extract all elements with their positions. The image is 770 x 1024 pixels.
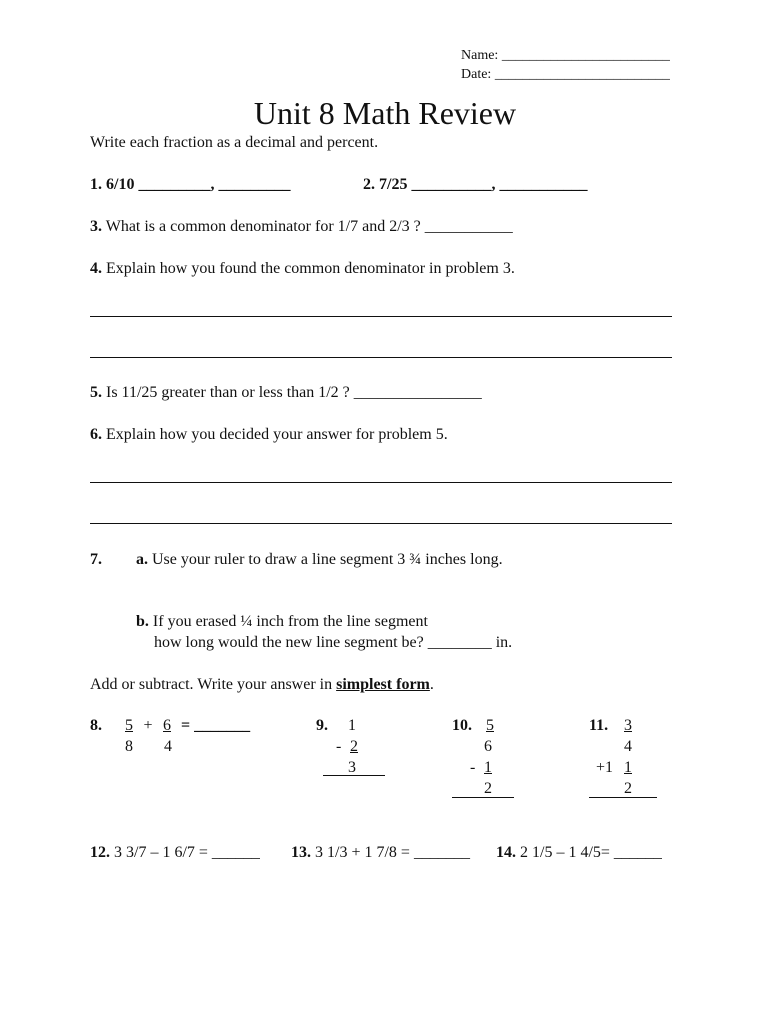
question-3 bbox=[90, 217, 513, 237]
question-3-text: What is a common denominator for 1/7 and 2/3 ? ___________ bbox=[102, 218, 513, 235]
question-10-operator: - bbox=[470, 759, 476, 776]
question-7b-line1 bbox=[136, 612, 428, 632]
question-14 bbox=[496, 843, 662, 863]
question-4 bbox=[90, 259, 515, 279]
question-3-number: 3. bbox=[90, 218, 102, 235]
question-6 bbox=[90, 425, 448, 445]
question-7a-label: a. bbox=[136, 551, 148, 568]
question-11-numerator-2: 1 bbox=[624, 759, 632, 776]
question-1-text: 6/10 _________, _________ bbox=[106, 176, 291, 193]
question-9-number: 9. bbox=[316, 717, 328, 734]
question-5-number: 5. bbox=[90, 384, 102, 401]
question-10-numerator-2: 1 bbox=[484, 759, 492, 776]
question-2-text: 7/25 __________, ___________ bbox=[379, 176, 588, 193]
question-9-value-2: 2 bbox=[350, 738, 358, 755]
question-8-number: 8. bbox=[90, 717, 102, 734]
question-9-value-3: 3 bbox=[348, 759, 356, 776]
question-9-operator: - bbox=[336, 738, 342, 755]
question-12-text: 3 3/7 – 1 6/7 = ______ bbox=[110, 844, 260, 861]
answer-line-6a bbox=[90, 482, 672, 483]
instruction-emphasis: simplest form bbox=[336, 676, 430, 693]
question-5-text: Is 11/25 greater than or less than 1/2 ? ________________ bbox=[102, 384, 482, 401]
question-13-number: 13. bbox=[291, 844, 311, 861]
question-8-denominator-2: 4 bbox=[164, 738, 172, 755]
question-9-answer-line bbox=[323, 775, 385, 776]
question-12-number: 12. bbox=[90, 844, 110, 861]
instruction-prefix: Add or subtract. Write your answer in bbox=[90, 676, 337, 693]
name-field-label: Name: ________________________ bbox=[461, 48, 670, 63]
question-10-answer-line bbox=[452, 797, 514, 798]
instruction-suffix: . bbox=[429, 676, 434, 693]
question-4-text: Explain how you found the common denominator in problem 3. bbox=[102, 260, 515, 277]
answer-line-4b bbox=[90, 357, 672, 358]
date-field-label: Date: _________________________ bbox=[461, 67, 670, 82]
question-8-numerator-2: 6 bbox=[163, 717, 171, 734]
question-7b-text1: If you erased ¼ inch from the line segment bbox=[148, 613, 428, 630]
question-11-number: 11. bbox=[589, 717, 609, 734]
question-2-number: 2. bbox=[363, 176, 375, 193]
question-7b-label: b. bbox=[136, 613, 149, 630]
question-8-equals-blank: = _______ bbox=[181, 717, 251, 734]
question-8-denominator-1: 8 bbox=[125, 738, 133, 755]
question-6-number: 6. bbox=[90, 426, 102, 443]
page-title: Unit 8 Math Review bbox=[253, 95, 517, 131]
question-14-number: 14. bbox=[496, 844, 516, 861]
question-13 bbox=[291, 843, 470, 863]
question-11-answer-line bbox=[589, 797, 657, 798]
question-7b-line2: how long would the new line segment be? ________ in. bbox=[154, 634, 513, 651]
question-12 bbox=[90, 843, 260, 863]
question-11-numerator-1: 3 bbox=[624, 717, 632, 734]
question-10-denominator-1: 6 bbox=[484, 738, 492, 755]
answer-line-4a bbox=[90, 316, 672, 317]
question-7a bbox=[136, 550, 503, 570]
question-9-value-1: 1 bbox=[348, 717, 356, 734]
question-8-operator: + bbox=[143, 717, 153, 734]
question-2 bbox=[363, 175, 587, 195]
question-7-number: 7. bbox=[90, 551, 102, 568]
question-10-number: 10. bbox=[452, 717, 472, 734]
question-4-number: 4. bbox=[90, 260, 102, 277]
question-1-number: 1. bbox=[90, 176, 102, 193]
question-11-operator: +1 bbox=[596, 759, 614, 776]
question-13-text: 3 1/3 + 1 7/8 = _______ bbox=[311, 844, 470, 861]
question-10-numerator-1: 5 bbox=[486, 717, 494, 734]
answer-line-6b bbox=[90, 523, 672, 524]
question-11-denominator-1: 4 bbox=[624, 738, 632, 755]
question-1 bbox=[90, 175, 290, 195]
question-8-numerator-1: 5 bbox=[125, 717, 133, 734]
question-5 bbox=[90, 383, 482, 403]
question-14-text: 2 1/5 – 1 4/5= ______ bbox=[516, 844, 662, 861]
question-7a-text: Use your ruler to draw a line segment 3 ¾ inches long. bbox=[148, 551, 503, 568]
question-11-denominator-2: 2 bbox=[624, 780, 632, 797]
question-10-denominator-2: 2 bbox=[484, 780, 492, 797]
instruction-decimal-percent: Write each fraction as a decimal and percent. bbox=[90, 134, 379, 151]
instruction-simplest-form bbox=[90, 675, 434, 695]
question-6-text: Explain how you decided your answer for problem 5. bbox=[102, 426, 448, 443]
